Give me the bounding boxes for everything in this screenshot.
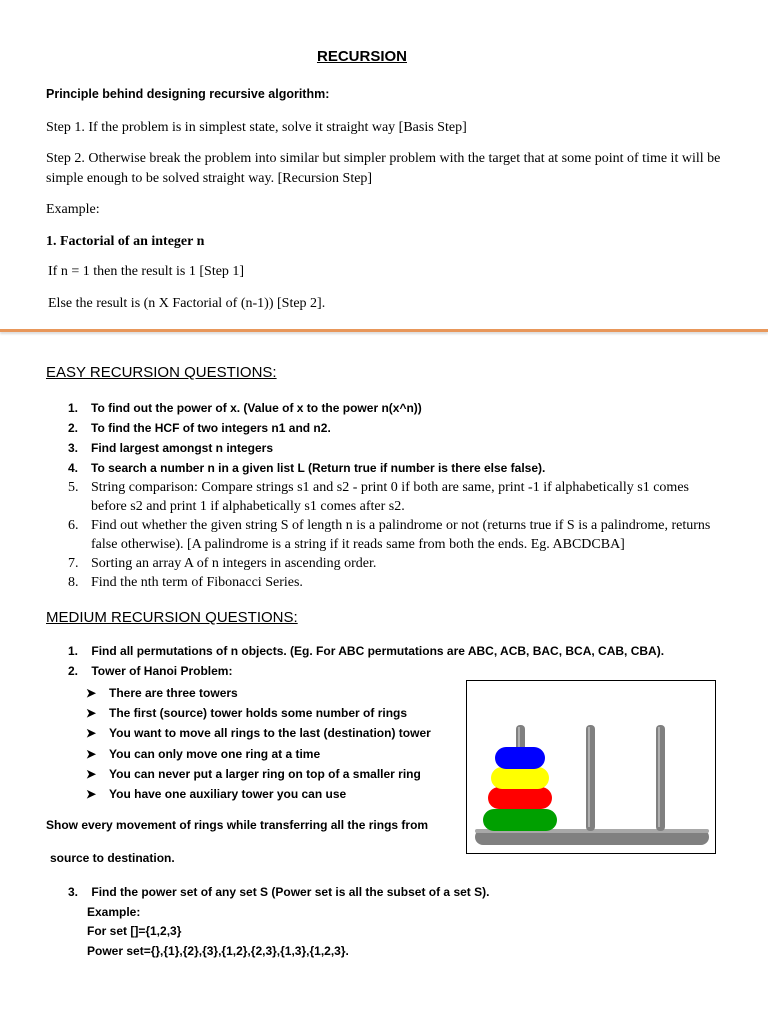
page-title: RECURSION xyxy=(316,48,407,65)
item-number: 1. xyxy=(68,644,79,658)
example-label: Example: xyxy=(46,202,100,217)
item-number: 2. xyxy=(68,421,79,435)
item-text: Tower of Hanoi Problem: xyxy=(91,664,233,678)
item-number: 3. xyxy=(68,441,79,455)
tower-of-hanoi-figure xyxy=(466,680,716,854)
item-text: Find the nth term of Fibonacci Series. xyxy=(91,575,303,590)
ring-3 xyxy=(488,787,552,809)
item-text: To find out the power of x. (Value of x to the power n(x^n)) xyxy=(91,401,422,415)
item-text: Find out whether the given string S of length n is a palindrome or not (returns true if S is a palindrome, returns false otherwise). [A palindrome is a string if it reads same from both the ends. Eg. ABCDCBA] xyxy=(91,518,711,552)
source-destination-text: source to destination. xyxy=(50,851,175,865)
item-text: Find largest amongst n integers xyxy=(91,441,274,455)
list-item xyxy=(46,516,726,554)
item-text: Sorting an array A of n integers in ascending order. xyxy=(91,556,377,571)
item-text: Find the power set of any set S (Power set is all the subset of a set S). xyxy=(91,885,490,899)
list-item xyxy=(46,554,726,573)
easy-section-heading: EASY RECURSION QUESTIONS: xyxy=(46,364,277,381)
list-item: ➤ There are three towers xyxy=(86,683,431,703)
list-item xyxy=(46,458,726,478)
list-item xyxy=(46,438,726,458)
item-text: To find the HCF of two integers n1 and n2. xyxy=(91,421,331,435)
item-number: 3. xyxy=(68,885,79,899)
item-number: 4. xyxy=(68,461,79,475)
power-set-example-label: Example: xyxy=(87,905,141,919)
list-item: ➤ The first (source) tower holds some number of rings xyxy=(86,703,431,723)
power-set-input: For set []={1,2,3} xyxy=(87,924,182,938)
show-movement-text: Show every movement of rings while transferring all the rings from xyxy=(46,818,429,832)
list-item xyxy=(46,398,726,418)
hanoi-illustration xyxy=(467,681,715,853)
item-number: 5. xyxy=(68,480,79,495)
arrow-bullet-icon: ➤ xyxy=(86,686,97,700)
tower-peg-destination xyxy=(656,725,665,831)
arrow-bullet-icon: ➤ xyxy=(86,766,97,781)
list-item: ➤ You can only move one ring at a time xyxy=(86,744,431,764)
item-text: String comparison: Compare strings s1 and s2 - print 0 if both are same, print -1 if alphabetically s1 comes before s2 and print 1 if alphabetically s1 comes after s2. xyxy=(91,480,689,514)
factorial-line-2: Else the result is (n X Factorial of (n-1)) [Step 2]. xyxy=(48,296,326,311)
arrow-bullet-icon: ➤ xyxy=(86,787,97,802)
item-number: 2. xyxy=(68,664,79,678)
hanoi-rules-list xyxy=(86,683,431,804)
medium-question-1 xyxy=(68,644,664,658)
item-text: To search a number n in a given list L (Return true if number is there else false). xyxy=(91,461,546,475)
step-1-text: Step 1. If the problem is in simplest state, solve it straight way [Basis Step] xyxy=(46,120,467,135)
arrow-bullet-icon: ➤ xyxy=(86,706,97,721)
arrow-bullet-icon: ➤ xyxy=(86,746,97,761)
item-text: Find all permutations of n objects. (Eg. For ABC permutations are ABC, ACB, BAC, BCA, CAB, CBA). xyxy=(91,644,665,658)
item-number: 7. xyxy=(68,556,79,571)
principle-heading: Principle behind designing recursive algorithm: xyxy=(46,87,330,101)
list-item: ➤ You have one auxiliary tower you can use xyxy=(86,784,431,804)
item-number: 1. xyxy=(68,401,79,415)
medium-section-heading: MEDIUM RECURSION QUESTIONS: xyxy=(46,609,298,626)
ring-2 xyxy=(491,767,549,789)
factorial-line-1: If n = 1 then the result is 1 [Step 1] xyxy=(48,264,245,279)
item-number: 6. xyxy=(68,518,79,533)
arrow-bullet-icon: ➤ xyxy=(86,726,97,741)
ring-top xyxy=(495,747,545,769)
factorial-heading: 1. Factorial of an integer n xyxy=(46,234,205,249)
tower-peg-auxiliary xyxy=(586,725,595,831)
list-item: ➤ You want to move all rings to the last (destination) tower xyxy=(86,723,431,743)
easy-question-list xyxy=(46,398,726,592)
list-item xyxy=(46,573,726,592)
list-item: ➤ You can never put a larger ring on top of a smaller ring xyxy=(86,764,431,784)
list-item xyxy=(46,418,726,438)
list-item xyxy=(46,478,726,516)
medium-question-2 xyxy=(68,664,232,678)
item-number: 8. xyxy=(68,575,79,590)
section-divider xyxy=(0,329,768,332)
ring-bottom xyxy=(483,809,557,831)
power-set-result: Power set={},{1},{2},{3},{1,2},{2,3},{1,3},{1,2,3}. xyxy=(87,944,349,958)
medium-question-3 xyxy=(68,883,489,901)
step-2-text: Step 2. Otherwise break the problem into similar but simpler problem with the target that at some point of time it will be simple enough to be solved straight way. [Recursion Step] xyxy=(46,151,721,186)
